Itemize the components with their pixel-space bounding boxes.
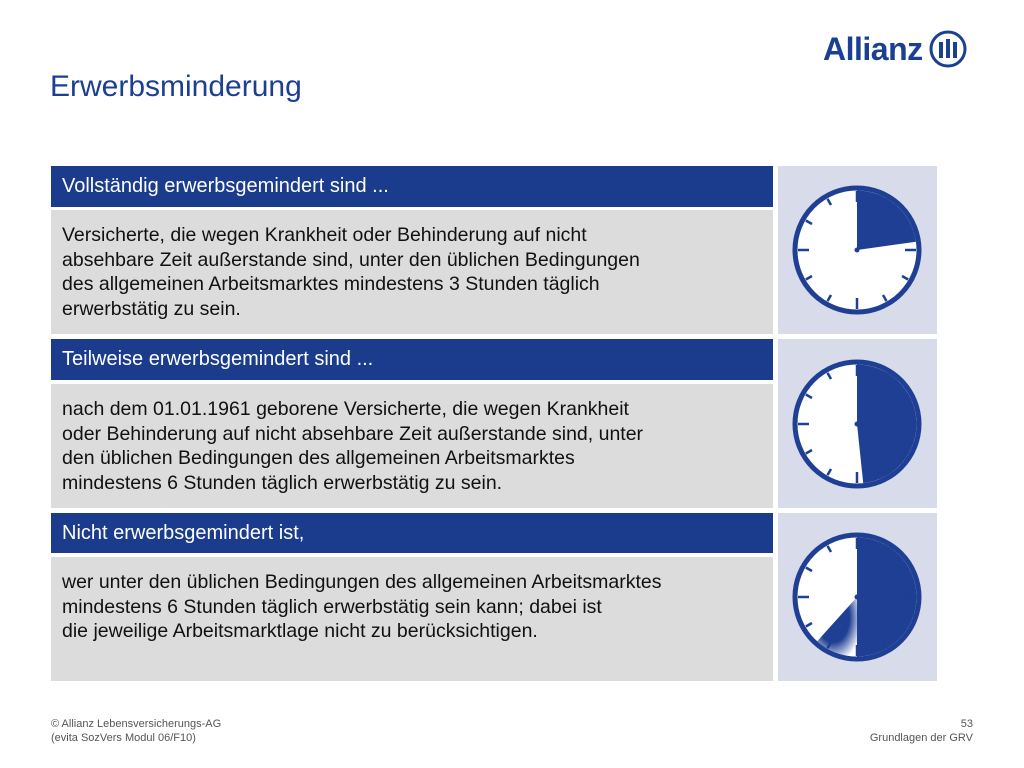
clock-panel-partial xyxy=(778,339,937,508)
allianz-logo xyxy=(823,28,975,70)
section-header-none: Nicht erwerbsgemindert ist, xyxy=(51,513,773,553)
section-body-none: wer unter den üblichen Bedingungen des allgemeinen Arbeitsmarktes mindestens 6 Stunden täglich erwerbstätig sein kann; dabei ist die jeweilige Arbeitsmarktlage nicht zu berücksichtigen. xyxy=(51,557,773,681)
clock-icon-half-filled xyxy=(786,353,928,495)
clock-panel-full xyxy=(778,166,937,334)
clock-panel-none xyxy=(778,513,937,681)
footer-page-number: 53 xyxy=(960,718,973,730)
allianz-eagle-icon xyxy=(929,30,967,68)
section-header-full: Vollständig erwerbsgemindert sind ... xyxy=(51,166,773,207)
section-header-partial: Teilweise erwerbsgemindert sind ... xyxy=(51,339,773,380)
page-title: Erwerbsminderung xyxy=(50,70,302,103)
footer-left xyxy=(51,717,221,745)
footer-copyright: © Allianz Lebensversicherungs-AG xyxy=(51,718,222,730)
clock-icon-half-gradient xyxy=(786,526,928,668)
footer-right xyxy=(870,717,973,745)
footer-section: Grundlagen der GRV xyxy=(869,732,973,744)
clock-icon-quarter-filled xyxy=(786,179,928,321)
section-body-partial: nach dem 01.01.1961 geborene Versicherte, die wegen Krankheit oder Behinderung auf nicht absehbare Zeit außerstande sind, unter den üblichen Bedingungen des allgemeinen Arbeitsmarktes mindestens 6 Stunden täglich erwerbstätig zu sein. xyxy=(51,384,773,508)
section-body-full: Versicherte, die wegen Krankheit oder Behinderung auf nicht absehbare Zeit außerstande sind, unter den üblichen Bedingungen des allgemeinen Arbeitsmarktes mindestens 3 Stunden täglich erwerbstätig zu sein. xyxy=(51,210,773,334)
footer-module: (evita SozVers Modul 06/F10) xyxy=(51,732,196,744)
brand-name: Allianz xyxy=(823,31,923,67)
